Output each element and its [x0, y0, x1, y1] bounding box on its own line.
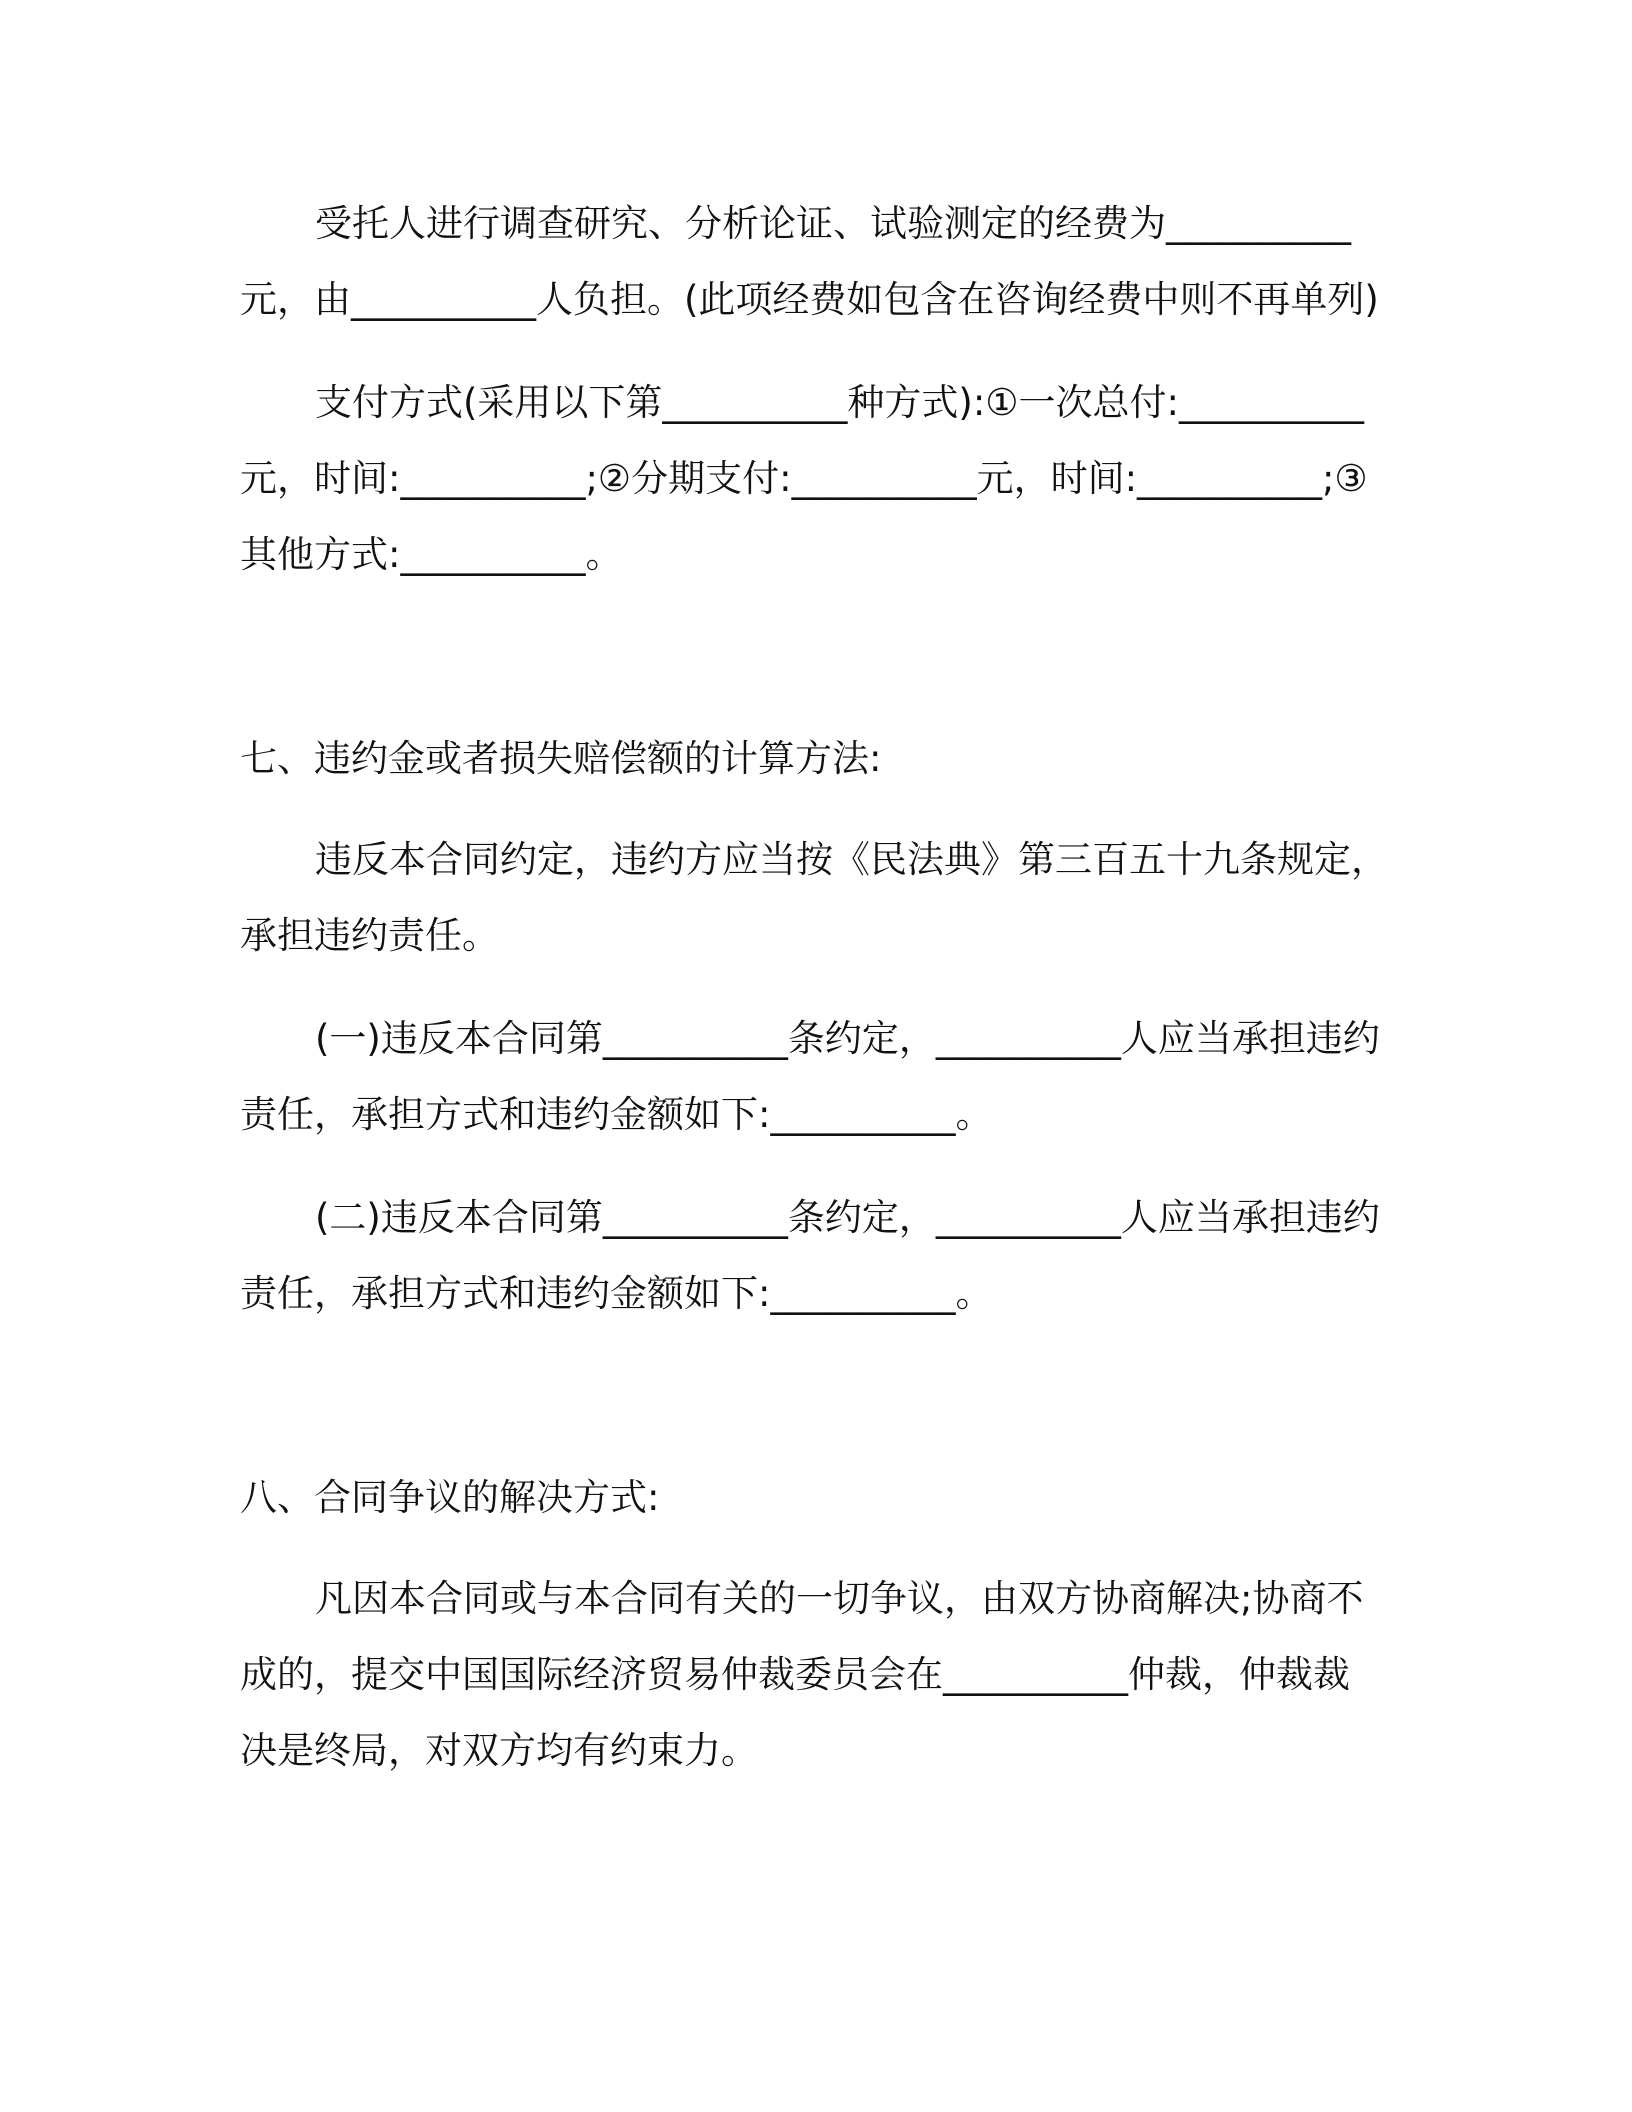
paragraph-line: 支付方式(采用以下第__________种方式):①一次总付:__________: [315, 381, 1364, 424]
paragraph-line: 成的，提交中国国际经济贸易仲裁委员会在__________仲裁，仲裁裁: [240, 1653, 1350, 1696]
paragraph-line: 元，由__________人负担。(此项经费如包含在咨询经费中则不再单列): [240, 278, 1379, 321]
research-fee-paragraph: [240, 186, 1432, 338]
paragraph-line: 责任，承担方式和违约金额如下:__________。: [240, 1093, 993, 1136]
paragraph-line: 其他方式:__________。: [240, 533, 623, 576]
payment-method-paragraph: [240, 365, 1432, 593]
arbitration-paragraph: [240, 1561, 1432, 1789]
paragraph-line: (二)违反本合同第__________条约定，__________人应当承担违约: [315, 1196, 1380, 1239]
breach-liability-paragraph: [240, 822, 1432, 974]
paragraph-line: (一)违反本合同第__________条约定，__________人应当承担违约: [315, 1017, 1380, 1060]
breach-clause-2-paragraph: [240, 1180, 1432, 1332]
paragraph-line: 责任，承担方式和违约金额如下:__________。: [240, 1272, 993, 1315]
paragraph-line: 承担违约责任。: [240, 914, 499, 957]
section-heading-liquidated-damages: 七、违约金或者损失赔偿额的计算方法:: [240, 737, 882, 780]
paragraph-line: 受托人进行调查研究、分析论证、试验测定的经费为__________: [315, 202, 1351, 245]
section-heading-dispute-resolution: 八、合同争议的解决方式:: [240, 1476, 660, 1519]
breach-clause-1-paragraph: [240, 1001, 1432, 1153]
paragraph-line: 违反本合同约定，违约方应当按《民法典》第三百五十九条规定，: [315, 838, 1388, 881]
paragraph-line: 元，时间:__________;②分期支付:__________元，时间:__________;③: [240, 457, 1368, 500]
paragraph-line: 凡因本合同或与本合同有关的一切争议，由双方协商解决;协商不: [315, 1577, 1364, 1620]
paragraph-line: 决是终局，对双方均有约束力。: [240, 1729, 758, 1772]
